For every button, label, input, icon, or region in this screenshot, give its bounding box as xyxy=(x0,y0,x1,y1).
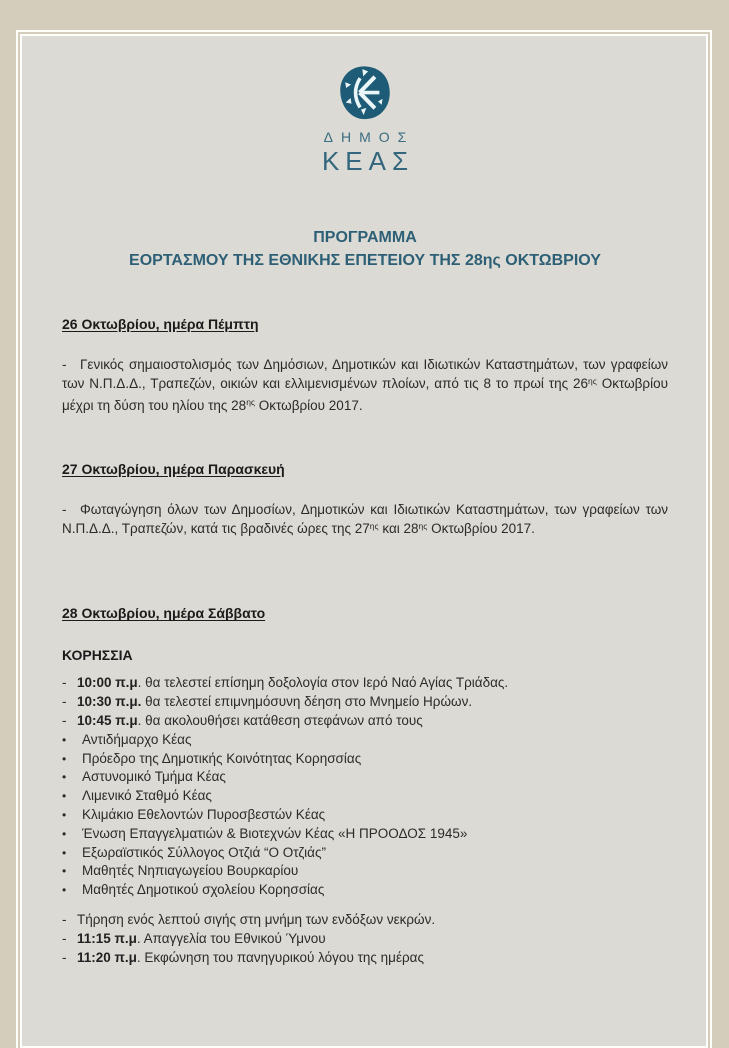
dash-marker: - xyxy=(62,930,67,946)
item-text: 10:45 π.μ. θα ακολουθήσει κατάθεση στεφάνων από τους xyxy=(77,713,423,729)
participant-bullet-item xyxy=(62,825,668,844)
municipality-name-line1: ΔΗΜΟΣ xyxy=(323,129,415,145)
bullet-icon: • xyxy=(62,789,67,804)
item-text: Κλιμάκιο Εθελοντών Πυροσβεστών Κέας xyxy=(82,807,326,823)
participant-bullet-item xyxy=(62,768,668,787)
section-heading-text: 28 Οκτωβρίου, ημέρα Σάββατο xyxy=(62,605,266,622)
participant-bullet-item xyxy=(62,881,668,900)
item-text: Αντιδήμαρχο Κέας xyxy=(82,731,192,747)
item-text: Πρόεδρο της Δημοτικής Κοινότητας Κορησσίας xyxy=(82,750,362,766)
schedule-item xyxy=(62,911,668,930)
dash-marker: - xyxy=(62,694,67,710)
item-text: Τήρηση ενός λεπτού σιγής στη μνήμη των ενδόξων νεκρών. xyxy=(77,912,436,928)
municipality-name-line2: ΚΕΑΣ xyxy=(321,146,415,176)
item-text: 11:15 π.μ. Απαγγελία του Εθνικού Ύμνου xyxy=(77,930,326,946)
program-paragraph: - Φωταγώγηση όλων των Δημοσίων, Δημοτικών και Ιδιωτικών Καταστημάτων, των γραφείων των Ν.Π.Δ.Δ., Τραπεζών, κατά τις βραδινές ώρες της $27^{\eta\varsigma}$ και $28^{\eta\varsigma}$ Οκτωβρίου 2017. xyxy=(62,501,668,537)
program-paragraph: - Γενικός σημαιοστολισμός των Δημόσιων, Δημοτικών και Ιδιωτικών Καταστημάτων, των γραφείων των Ν.Π.Δ.Δ., Τραπεζών, οικιών και ελλιμενισμένων πλοίων, από τις 8 το πρωί της $26^{\eta\varsigma}$ Οκτωβρίου μέχρι τη δύση του ηλίου της $28^{\eta\varsigma}$ Οκτωβρίου 2017. xyxy=(62,357,668,413)
participant-bullet-item xyxy=(62,844,668,863)
document-page xyxy=(20,34,708,1048)
participant-bullet-item xyxy=(62,862,668,881)
program-blocks xyxy=(62,315,668,967)
bullet-icon: • xyxy=(62,826,67,841)
document-title-line1: ΠΡΟΓΡΑΜΜΑ xyxy=(313,229,417,246)
schedule-item xyxy=(62,693,668,712)
item-text: Μαθητές Νηπιαγωγείου Βουρκαρίου xyxy=(82,863,299,879)
kea-emblem-icon xyxy=(338,64,392,122)
schedule-item xyxy=(62,930,668,949)
item-text: Λιμενικό Σταθμό Κέας xyxy=(82,788,212,804)
document-title-line2: ΕΟΡΤΑΣΜΟΥ ΤΗΣ ΕΘΝΙΚΗΣ ΕΠΕΤΕΙΟΥ ΤΗΣ 28ης ΟΚΤΩΒΡΙΟΥ xyxy=(129,252,601,269)
participant-bullet-item xyxy=(62,806,668,825)
section-heading-text: 27 Οκτωβρίου, ημέρα Παρασκευή xyxy=(62,460,285,477)
item-text: 10:30 π.μ. θα τελεστεί επιμνημόσυνη δέηση στο Μνημείο Ηρώων. xyxy=(77,694,473,710)
bullet-icon: • xyxy=(62,845,67,860)
dash-marker: - xyxy=(62,713,67,729)
participant-bullet-item xyxy=(62,787,668,806)
item-text: Μαθητές Δημοτικού σχολείου Κορησσίας xyxy=(82,882,325,898)
dash-marker: - xyxy=(62,949,67,965)
section-heading xyxy=(62,604,668,623)
location-subheading: ΚΟΡΗΣΣΙΑ xyxy=(62,647,133,664)
bullet-icon: • xyxy=(62,732,67,747)
item-text: Αστυνομικό Τμήμα Κέας xyxy=(82,769,226,785)
item-text: Ένωση Επαγγελματιών & Βιοτεχνών Κέας «Η ΠΡΟΟΔΟΣ 1945» xyxy=(82,825,468,841)
dash-marker: - xyxy=(62,912,67,928)
schedule-item xyxy=(62,949,668,968)
municipality-logo xyxy=(62,64,668,177)
schedule-item xyxy=(62,712,668,731)
participant-bullet-item xyxy=(62,750,668,769)
dash-marker: - xyxy=(62,675,67,691)
item-text: 11:20 π.μ. Εκφώνηση του πανηγυρικού λόγου της ημέρας xyxy=(77,949,424,965)
section-heading xyxy=(62,460,668,479)
item-text: 10:00 π.μ. θα τελεστεί επίσημη δοξολογία στον Ιερό Ναό Αγίας Τριάδας. xyxy=(77,675,509,691)
bullet-icon: • xyxy=(62,883,67,898)
bullet-icon: • xyxy=(62,808,67,823)
section-heading xyxy=(62,315,668,334)
bullet-icon: • xyxy=(62,751,67,766)
document-title xyxy=(62,226,668,272)
bullet-icon: • xyxy=(62,770,67,785)
schedule-item xyxy=(62,674,668,693)
section-heading-text: 26 Οκτωβρίου, ημέρα Πέμπτη xyxy=(62,316,259,332)
bullet-icon: • xyxy=(62,864,67,879)
participant-bullet-item xyxy=(62,731,668,750)
item-text: Εξωραϊστικός Σύλλογος Οτζιά “Ο Οτζιάς” xyxy=(82,844,326,860)
document-content xyxy=(22,36,706,967)
